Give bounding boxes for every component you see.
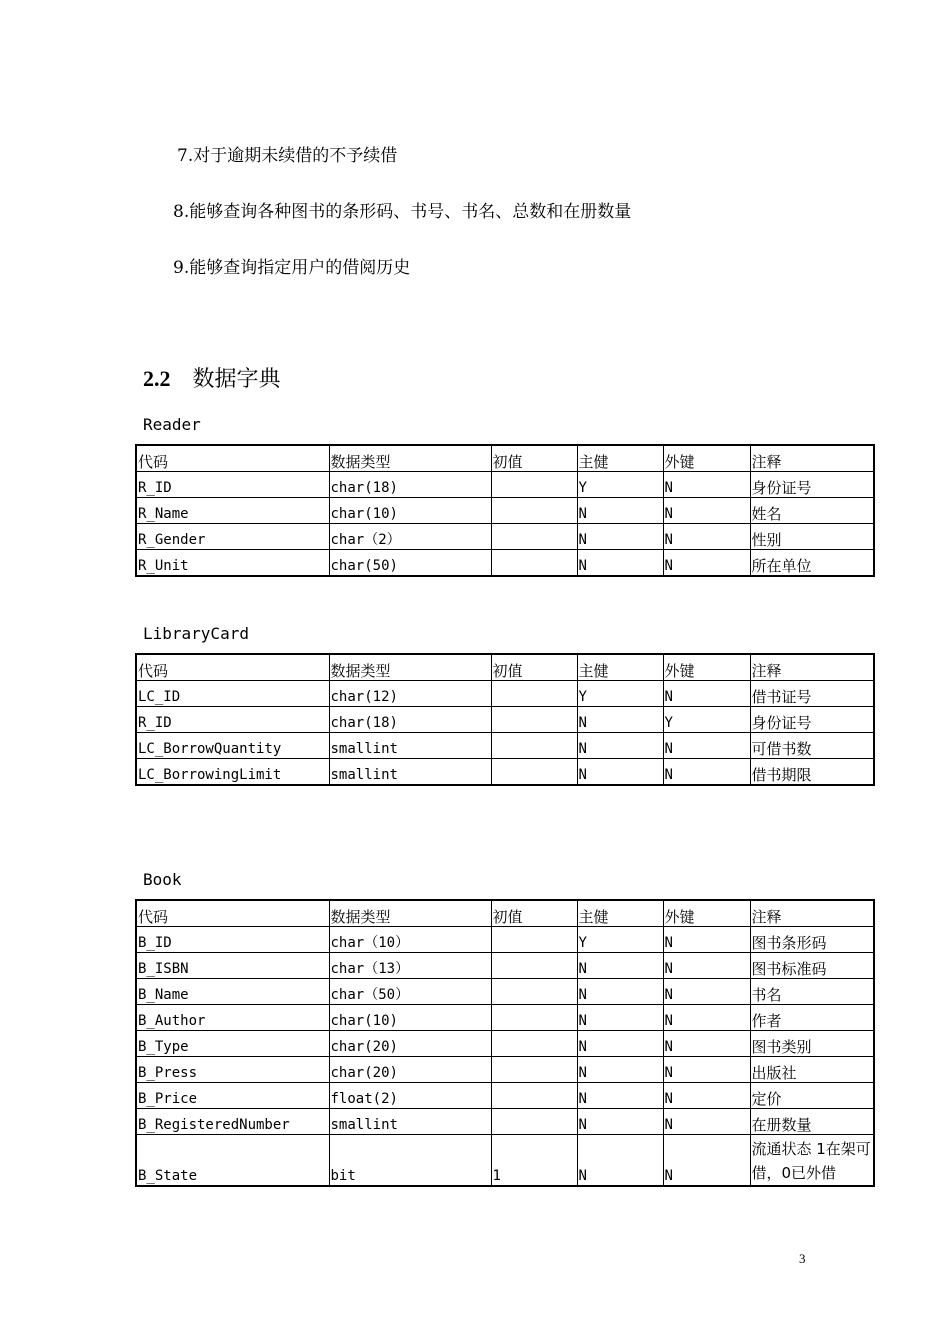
column-header: 主健 — [577, 654, 663, 681]
table-row — [136, 1005, 874, 1031]
cell-pk: Y — [577, 472, 663, 498]
cell-code: R_ID — [136, 472, 329, 498]
cell-type: char(10) — [329, 1005, 491, 1031]
cell-note: 流通状态 1在架可借，0已外借 — [750, 1135, 874, 1187]
cell-note: 出版社 — [750, 1057, 874, 1083]
table-row — [136, 707, 874, 733]
book-table — [135, 899, 875, 1187]
table-row — [136, 550, 874, 577]
cell-default — [491, 707, 577, 733]
cell-type: smallint — [329, 759, 491, 786]
cell-fk: N — [663, 953, 750, 979]
cell-default — [491, 472, 577, 498]
cell-fk: N — [663, 472, 750, 498]
cell-code: R_Unit — [136, 550, 329, 577]
cell-fk: N — [663, 498, 750, 524]
column-header: 初值 — [491, 900, 577, 927]
cell-default — [491, 1057, 577, 1083]
cell-fk: N — [663, 1057, 750, 1083]
cell-type: smallint — [329, 1109, 491, 1135]
librarycard-table-title: LibraryCard — [143, 624, 249, 643]
requirement-9: 9.能够查询指定用户的借阅历史 — [173, 258, 411, 278]
cell-default — [491, 979, 577, 1005]
column-header: 初值 — [491, 654, 577, 681]
cell-pk: N — [577, 1005, 663, 1031]
cell-pk: N — [577, 953, 663, 979]
cell-note: 可借书数 — [750, 733, 874, 759]
cell-type: smallint — [329, 733, 491, 759]
cell-code: B_State — [136, 1135, 329, 1187]
section-number: 2.2 — [143, 366, 171, 391]
cell-pk: N — [577, 733, 663, 759]
cell-fk: Y — [663, 707, 750, 733]
cell-note: 书名 — [750, 979, 874, 1005]
column-header: 主健 — [577, 900, 663, 927]
cell-code: R_Name — [136, 498, 329, 524]
cell-pk: Y — [577, 681, 663, 707]
cell-note: 图书标准码 — [750, 953, 874, 979]
table-header-row — [136, 445, 874, 472]
cell-type: bit — [329, 1135, 491, 1187]
table-row — [136, 498, 874, 524]
table-header-row — [136, 654, 874, 681]
cell-default — [491, 1005, 577, 1031]
section-heading — [143, 362, 281, 393]
table-row — [136, 524, 874, 550]
cell-pk: Y — [577, 927, 663, 953]
cell-note: 作者 — [750, 1005, 874, 1031]
cell-pk: N — [577, 759, 663, 786]
column-header: 数据类型 — [329, 654, 491, 681]
table-row — [136, 953, 874, 979]
column-header: 代码 — [136, 654, 329, 681]
cell-code: R_ID — [136, 707, 329, 733]
cell-type: float(2) — [329, 1083, 491, 1109]
cell-fk: N — [663, 979, 750, 1005]
table-row — [136, 1135, 874, 1187]
cell-default — [491, 733, 577, 759]
cell-default: 1 — [491, 1135, 577, 1187]
column-header: 代码 — [136, 900, 329, 927]
cell-type: char（2） — [329, 524, 491, 550]
cell-fk: N — [663, 1135, 750, 1187]
cell-code: LC_BorrowingLimit — [136, 759, 329, 786]
table-row — [136, 1083, 874, 1109]
book-table-title: Book — [143, 870, 182, 889]
table-row — [136, 1057, 874, 1083]
cell-default — [491, 498, 577, 524]
cell-note: 姓名 — [750, 498, 874, 524]
cell-pk: N — [577, 524, 663, 550]
table-row — [136, 1109, 874, 1135]
cell-code: B_ISBN — [136, 953, 329, 979]
cell-code: B_Name — [136, 979, 329, 1005]
cell-pk: N — [577, 1083, 663, 1109]
cell-code: B_RegisteredNumber — [136, 1109, 329, 1135]
cell-code: B_Press — [136, 1057, 329, 1083]
cell-default — [491, 1083, 577, 1109]
table-header-row — [136, 900, 874, 927]
cell-note: 在册数量 — [750, 1109, 874, 1135]
column-header: 外键 — [663, 445, 750, 472]
cell-type: char(20) — [329, 1031, 491, 1057]
cell-fk: N — [663, 1109, 750, 1135]
cell-type: char（13） — [329, 953, 491, 979]
librarycard-table — [135, 653, 875, 786]
table-row — [136, 1031, 874, 1057]
cell-code: B_Price — [136, 1083, 329, 1109]
column-header: 外键 — [663, 654, 750, 681]
cell-code: B_Author — [136, 1005, 329, 1031]
cell-note: 身份证号 — [750, 707, 874, 733]
cell-pk: N — [577, 1109, 663, 1135]
cell-fk: N — [663, 733, 750, 759]
cell-note: 借书期限 — [750, 759, 874, 786]
cell-fk: N — [663, 524, 750, 550]
cell-pk: N — [577, 498, 663, 524]
column-header: 初值 — [491, 445, 577, 472]
cell-pk: N — [577, 1031, 663, 1057]
cell-default — [491, 524, 577, 550]
cell-code: R_Gender — [136, 524, 329, 550]
cell-fk: N — [663, 681, 750, 707]
table-row — [136, 472, 874, 498]
column-header: 代码 — [136, 445, 329, 472]
cell-code: B_ID — [136, 927, 329, 953]
cell-note: 性别 — [750, 524, 874, 550]
cell-note: 身份证号 — [750, 472, 874, 498]
table-row — [136, 733, 874, 759]
column-header: 注释 — [750, 654, 874, 681]
cell-pk: N — [577, 550, 663, 577]
cell-note: 借书证号 — [750, 681, 874, 707]
page-number: 3 — [799, 1251, 806, 1266]
cell-fk: N — [663, 927, 750, 953]
cell-fk: N — [663, 1031, 750, 1057]
cell-pk: N — [577, 1135, 663, 1187]
cell-type: char(18) — [329, 472, 491, 498]
cell-note: 图书类别 — [750, 1031, 874, 1057]
cell-type: char(10) — [329, 498, 491, 524]
reader-table-title: Reader — [143, 415, 201, 434]
cell-type: char(50) — [329, 550, 491, 577]
cell-type: char（10） — [329, 927, 491, 953]
cell-default — [491, 1031, 577, 1057]
cell-default — [491, 681, 577, 707]
cell-fk: N — [663, 1005, 750, 1031]
cell-fk: N — [663, 759, 750, 786]
table-row — [136, 927, 874, 953]
cell-type: char(20) — [329, 1057, 491, 1083]
cell-pk: N — [577, 1057, 663, 1083]
requirement-8: 8.能够查询各种图书的条形码、书号、书名、总数和在册数量 — [173, 202, 632, 222]
requirement-7: 7.对于逾期未续借的不予续借 — [177, 146, 398, 166]
reader-table — [135, 444, 875, 577]
cell-default — [491, 953, 577, 979]
cell-fk: N — [663, 550, 750, 577]
table-row — [136, 759, 874, 786]
cell-type: char(18) — [329, 707, 491, 733]
column-header: 注释 — [750, 900, 874, 927]
cell-default — [491, 927, 577, 953]
column-header: 注释 — [750, 445, 874, 472]
cell-pk: N — [577, 707, 663, 733]
cell-code: B_Type — [136, 1031, 329, 1057]
cell-pk: N — [577, 979, 663, 1005]
column-header: 主健 — [577, 445, 663, 472]
cell-default — [491, 759, 577, 786]
table-row — [136, 979, 874, 1005]
cell-default — [491, 1109, 577, 1135]
column-header: 外键 — [663, 900, 750, 927]
cell-note: 所在单位 — [750, 550, 874, 577]
cell-note: 图书条形码 — [750, 927, 874, 953]
cell-type: char（50） — [329, 979, 491, 1005]
table-row — [136, 681, 874, 707]
cell-note: 定价 — [750, 1083, 874, 1109]
column-header: 数据类型 — [329, 900, 491, 927]
cell-code: LC_ID — [136, 681, 329, 707]
cell-default — [491, 550, 577, 577]
column-header: 数据类型 — [329, 445, 491, 472]
section-title: 数据字典 — [192, 367, 281, 392]
cell-code: LC_BorrowQuantity — [136, 733, 329, 759]
cell-fk: N — [663, 1083, 750, 1109]
cell-type: char(12) — [329, 681, 491, 707]
